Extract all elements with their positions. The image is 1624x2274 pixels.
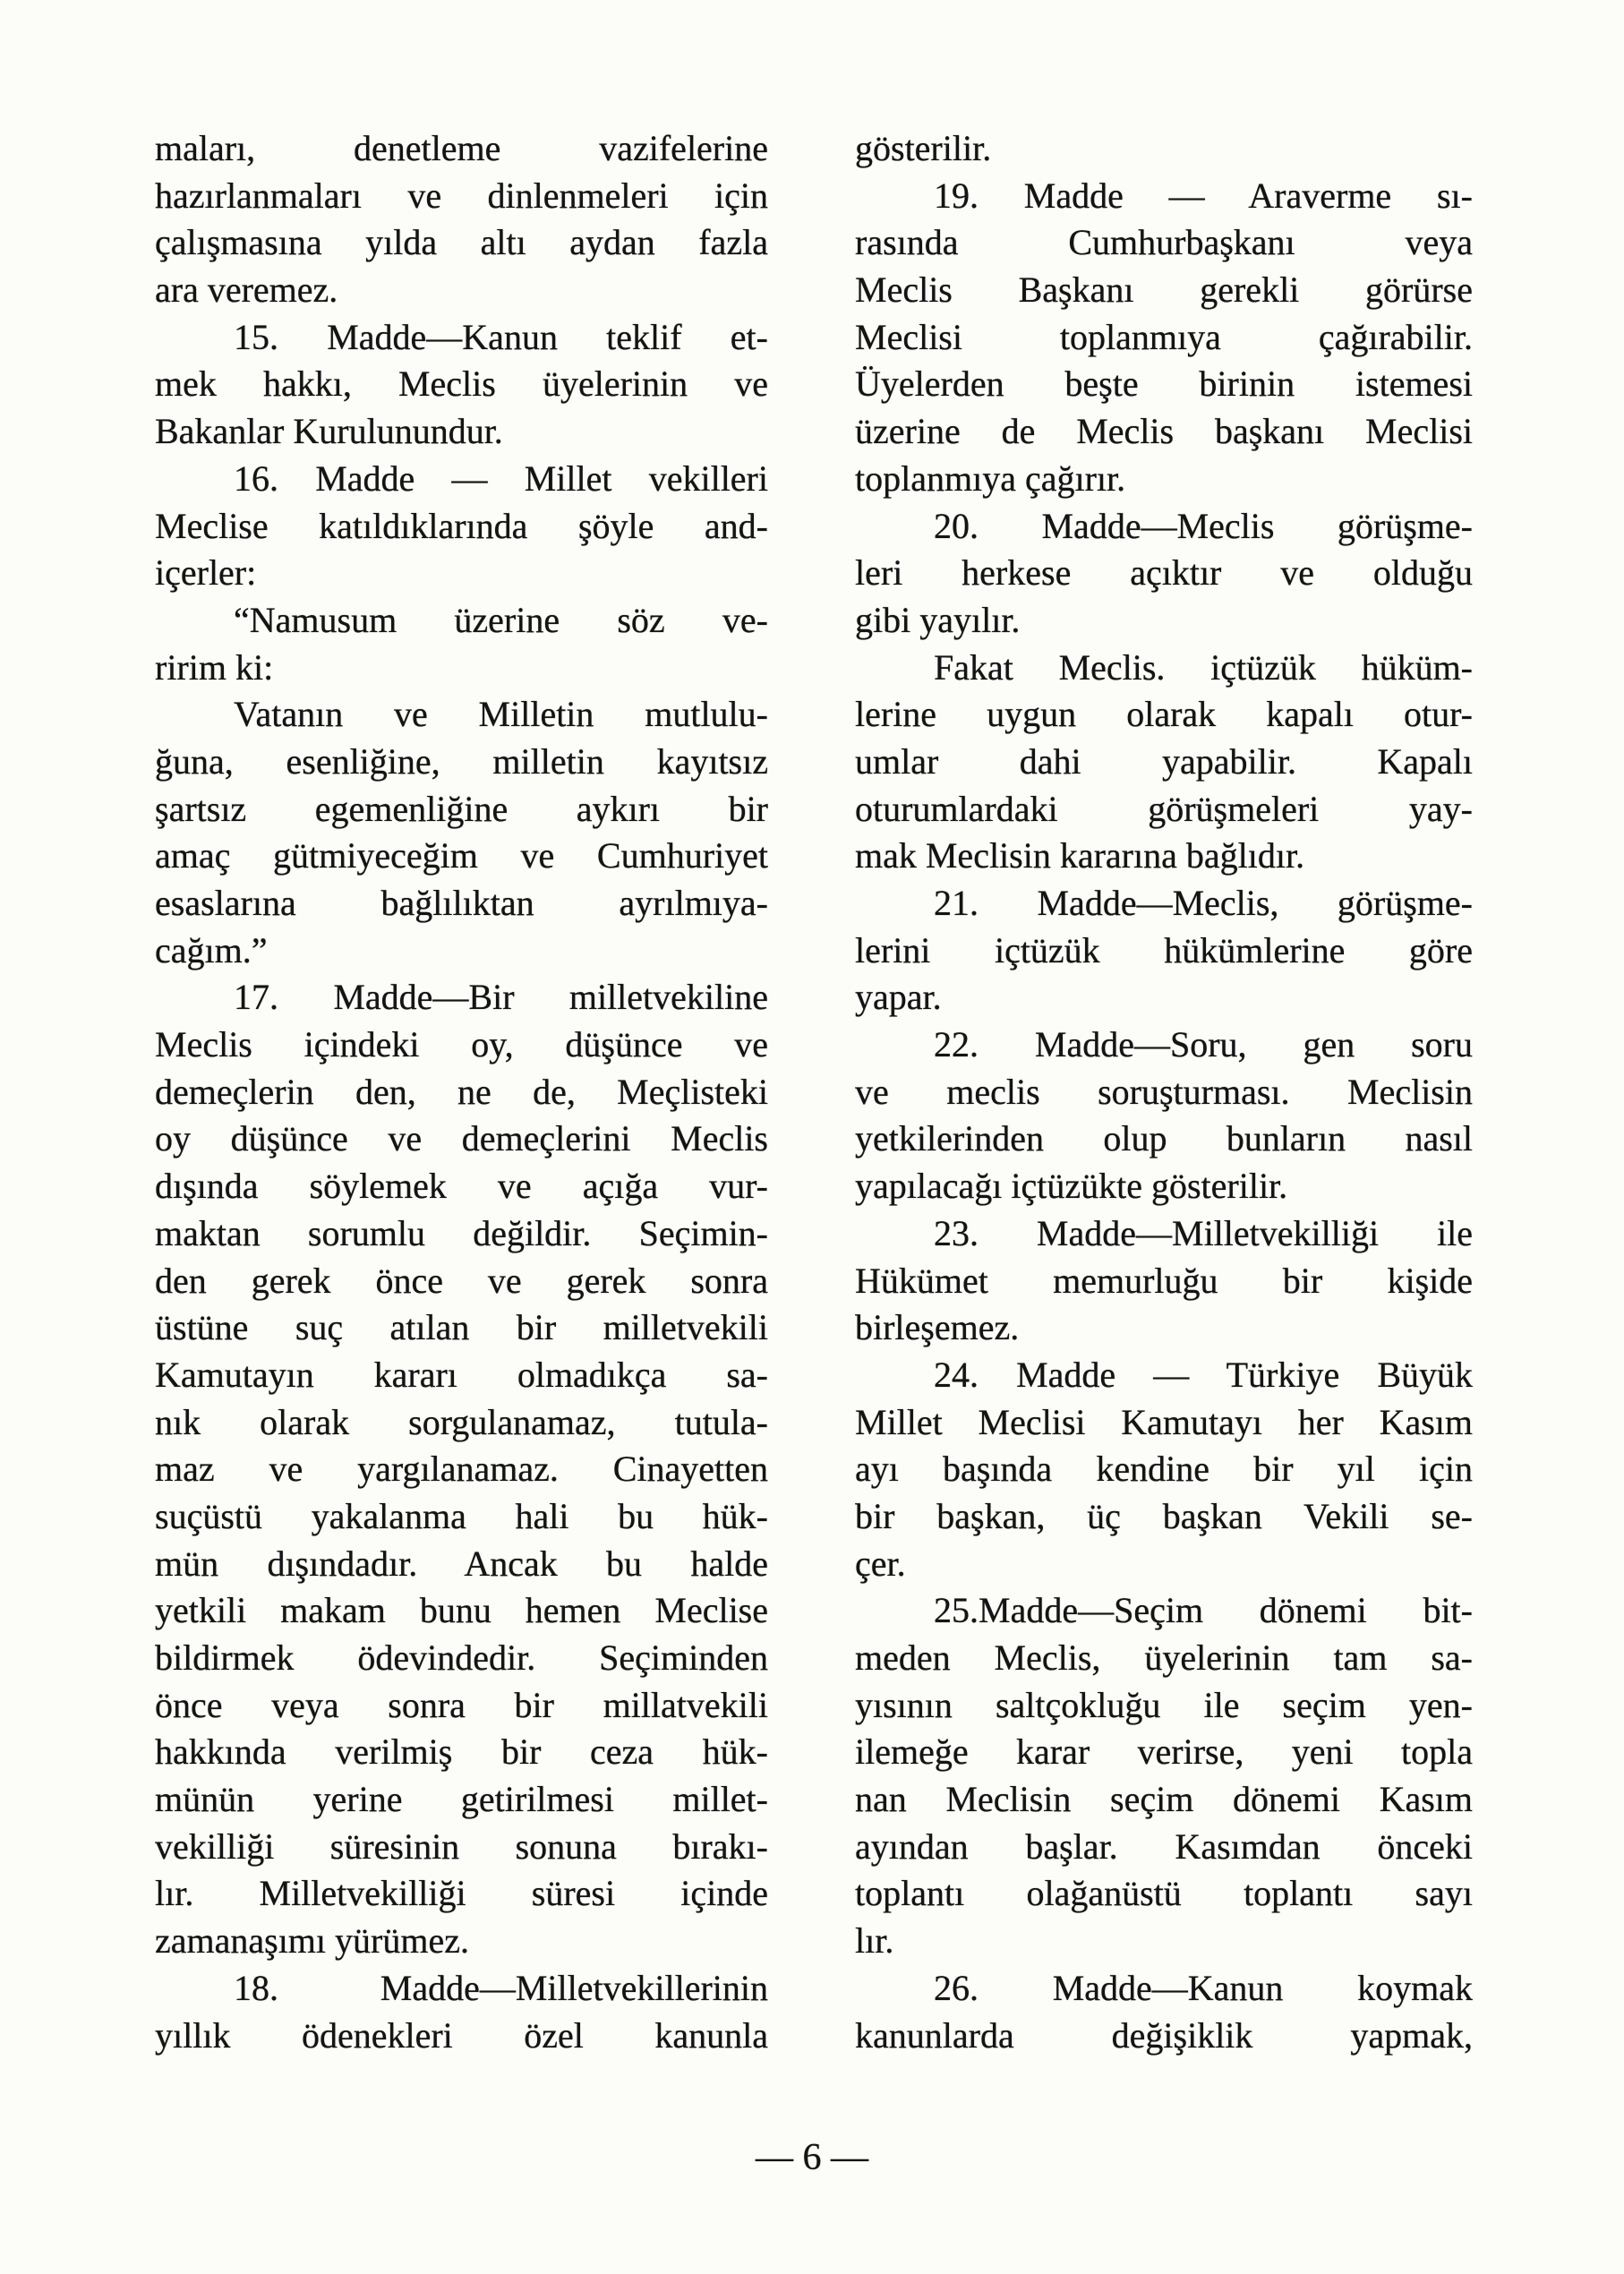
text-line: hazırlanmaları ve dinlenmeleri için <box>155 175 768 216</box>
text-line: ara veremez. <box>155 269 338 311</box>
text-line: yısının saltçokluğu ile seçim yen- <box>855 1684 1473 1725</box>
text-line: mün dışındadır. Ancak bu halde <box>155 1543 768 1584</box>
text-line: yapılacağı içtüzükte gösterilir. <box>855 1166 1288 1207</box>
text-line: Vatanın ve Milletin mutlulu- <box>234 694 768 735</box>
text-line: toplantı olağanüstü toplantı sayı <box>855 1873 1473 1914</box>
text-line: oy düşünce ve demeçlerini Meclis <box>155 1118 768 1159</box>
paragraph <box>855 880 1473 1022</box>
text-line: kanunlarda değişiklik yapmak, <box>855 2014 1473 2056</box>
paragraph <box>855 1587 1473 1965</box>
paragraph <box>155 125 768 314</box>
text-line: 18. Madde—Milletvekillerinin <box>234 1967 768 2008</box>
text-line: suçüstü yakalanma hali bu hük- <box>155 1495 768 1536</box>
text-line: nık olarak sorgulanamaz, tutula- <box>155 1401 768 1442</box>
text-line: nan Meclisin seçim dönemi Kasım <box>855 1779 1473 1820</box>
text-line: Meclis Başkanı gerekli görürse <box>855 269 1473 311</box>
text-line: gösterilir. <box>855 128 992 168</box>
text-line: 23. Madde—Milletvekilliği ile <box>934 1212 1473 1253</box>
paragraph <box>855 1210 1473 1352</box>
text-line: Meclis içindeki oy, düşünce ve <box>155 1024 768 1065</box>
text-line: münün yerine getirilmesi millet- <box>155 1779 768 1820</box>
text-line: bildirmek ödevindedir. Seçiminden <box>155 1637 768 1678</box>
text-line: Bakanlar Kurulunundur. <box>155 411 503 452</box>
text-line: Millet Meclisi Kamutayı her Kasım <box>855 1401 1473 1442</box>
text-line: ayı başında kendine bir yıl için <box>855 1449 1473 1490</box>
text-line: dışında söylemek ve açığa vur- <box>155 1166 768 1207</box>
text-line: yetkilerinden olup bunların nasıl <box>855 1118 1473 1159</box>
text-line: 22. Madde—Soru, gen soru <box>934 1024 1473 1065</box>
text-line: maz ve yargılanamaz. Cinayetten <box>155 1449 768 1490</box>
left-column <box>155 125 768 2059</box>
paragraph <box>855 125 1473 173</box>
text-line: 26. Madde—Kanun koymak <box>934 1967 1473 2008</box>
text-line: 16. Madde — Millet vekilleri <box>234 457 768 499</box>
text-line: 25.Madde—Seçim dönemi bit- <box>934 1590 1473 1631</box>
text-line: 17. Madde—Bir milletvekiline <box>234 977 768 1018</box>
text-line: önce veya sonra bir millatvekili <box>155 1684 768 1725</box>
text-line: maları, denetleme vazifelerine <box>155 128 768 168</box>
text-line: çer. <box>855 1543 906 1584</box>
text-line: toplanmıya çağırır. <box>855 457 1126 499</box>
text-line: den gerek önce ve gerek sonra <box>155 1260 768 1301</box>
text-line: üzerine de Meclis başkanı Meclisi <box>855 411 1473 452</box>
text-line: lerine uygun olarak kapalı otur- <box>855 694 1473 735</box>
text-line: “Namusum üzerine söz ve- <box>234 599 768 640</box>
paragraph <box>155 1965 768 2059</box>
text-line: mak Meclisin kararına bağlıdır. <box>855 835 1305 876</box>
text-line: gibi yayılır. <box>855 599 1021 640</box>
paragraph <box>155 456 768 597</box>
text-line: zamanaşımı yürümez. <box>155 1920 469 1962</box>
paragraph <box>855 503 1473 645</box>
paragraph <box>155 974 768 1964</box>
text-line: esaslarına bağlılıktan ayrılmıya- <box>155 883 768 923</box>
text-line: lır. <box>855 1920 894 1962</box>
text-line: 15. Madde—Kanun teklif et- <box>234 316 768 357</box>
text-line: lerini içtüzük hükümlerine göre <box>855 929 1473 970</box>
text-line: 21. Madde—Meclis, görüşme- <box>934 883 1473 923</box>
text-line: hakkında verilmiş bir ceza hük- <box>155 1731 768 1773</box>
text-line: amaç gütmiyeceğim ve Cumhuriyet <box>155 835 768 876</box>
text-line: ayından başlar. Kasımdan önceki <box>855 1825 1473 1867</box>
text-line: ririm ki: <box>155 646 274 688</box>
text-line: birleşemez. <box>855 1307 1020 1348</box>
text-line: üstüne suç atılan bir milletvekili <box>155 1307 768 1348</box>
paragraph <box>855 1022 1473 1210</box>
paragraph <box>855 1352 1473 1587</box>
text-line: Kamutayın kararı olmadıkça sa- <box>155 1354 768 1395</box>
text-line: Üyelerden beşte birinin istemesi <box>855 363 1473 405</box>
text-line: bir başkan, üç başkan Vekili se- <box>855 1495 1473 1536</box>
text-line: ğuna, esenliğine, milletin kayıtsız <box>155 740 768 782</box>
text-line: maktan sorumlu değildir. Seçimin- <box>155 1212 768 1253</box>
text-line: leri herkese açıktır ve olduğu <box>855 552 1473 594</box>
text-line: vekilliği süresinin sonuna bırakı- <box>155 1825 768 1867</box>
text-line: yıllık ödenekleri özel kanunla <box>155 2014 768 2056</box>
text-line: Hükümet memurluğu bir kişide <box>855 1260 1473 1301</box>
text-line: umlar dahi yapabilir. Kapalı <box>855 740 1473 782</box>
text-line: Meclisi toplanmıya çağırabilir. <box>855 316 1473 357</box>
paragraph <box>155 691 768 974</box>
text-line: rasında Cumhurbaşkanı veya <box>855 222 1473 263</box>
text-line: meden Meclis, üyelerinin tam sa- <box>855 1637 1473 1678</box>
text-line: cağım.” <box>155 929 268 970</box>
text-line: demeçlerin den, ne de, Meçlisteki <box>155 1071 768 1112</box>
text-line: lır. Milletvekilliği süresi içinde <box>155 1873 768 1914</box>
text-line: ilemeğe karar verirse, yeni topla <box>855 1731 1473 1773</box>
paragraph <box>155 597 768 691</box>
text-line: 20. Madde—Meclis görüşme- <box>934 505 1473 546</box>
text-line: çalışmasına yılda altı aydan fazla <box>155 222 768 263</box>
text-line: Meclise katıldıklarında şöyle and- <box>155 505 768 546</box>
text-line: mek hakkı, Meclis üyelerinin ve <box>155 363 768 405</box>
text-line: oturumlardaki görüşmeleri yay- <box>855 788 1473 829</box>
text-line: yetkili makam bunu hemen Meclise <box>155 1590 768 1631</box>
text-line: 19. Madde — Araverme sı- <box>934 175 1473 216</box>
text-line: Fakat Meclis. içtüzük hüküm- <box>934 646 1473 688</box>
paragraph <box>855 645 1473 880</box>
text-line: içerler: <box>155 552 257 594</box>
text-line: ve meclis soruşturması. Meclisin <box>855 1071 1473 1112</box>
page-number: — 6 — <box>756 2137 868 2178</box>
paragraph <box>155 314 768 456</box>
paragraph <box>855 1965 1473 2059</box>
text-line: yapar. <box>855 977 942 1018</box>
text-line: şartsız egemenliğine aykırı bir <box>155 788 768 829</box>
paragraph <box>855 173 1473 503</box>
right-column <box>855 125 1473 2059</box>
text-line: 24. Madde — Türkiye Büyük <box>934 1354 1473 1395</box>
